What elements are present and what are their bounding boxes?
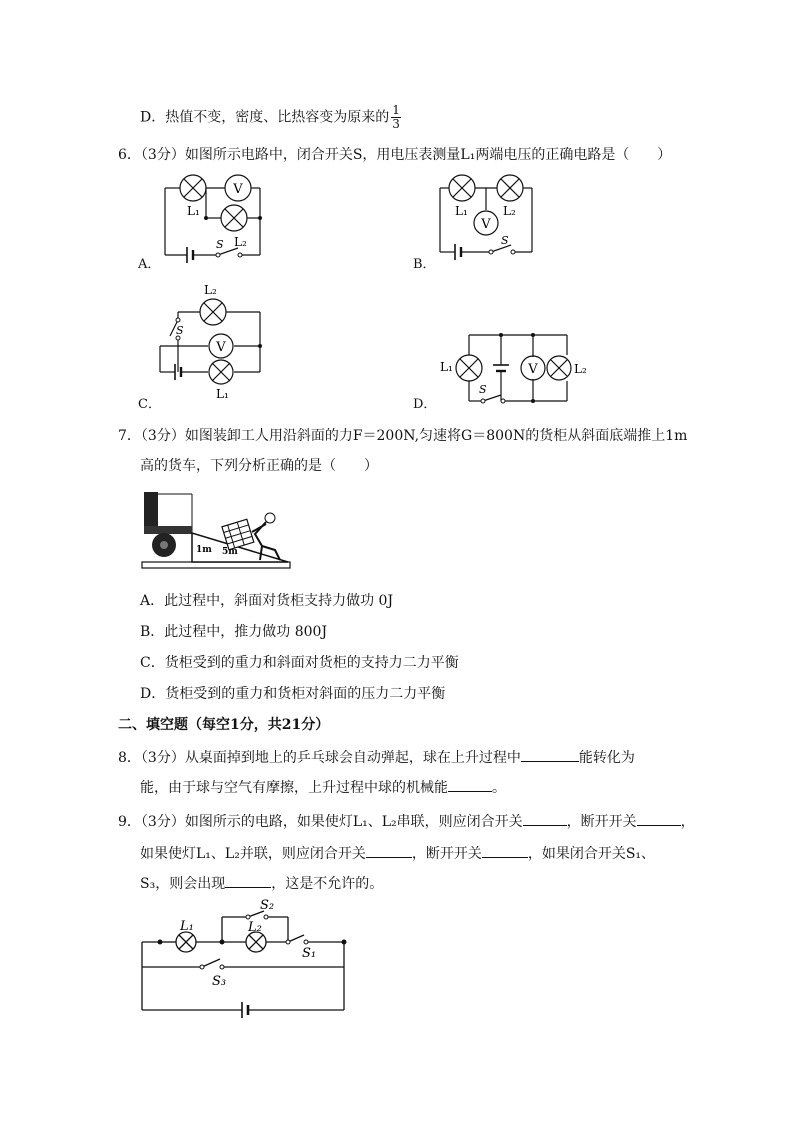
height-1m-label: 1m [196, 545, 212, 555]
switch-s3-label: S₃ [212, 974, 227, 989]
q8-text: 能，由于球与空气有摩擦，上升过程中球的机械能 [140, 780, 448, 796]
lamp-l2-label: L₂ [248, 920, 262, 935]
q9-text: ， [680, 814, 695, 830]
q9-line1 [118, 811, 695, 832]
voltmeter-label: V [528, 362, 538, 377]
q5-option-d [140, 104, 401, 131]
voltmeter-label: V [233, 182, 243, 197]
length-5m-label: 5m [222, 547, 238, 557]
lamp-l1-label: L₁ [187, 204, 200, 218]
answer-blank[interactable] [521, 747, 579, 762]
q8-text: 能转化为 [578, 750, 635, 766]
q8-text: 8．（3分）从桌面掉到地上的乒乓球会自动弹起，球在上升过程中 [118, 750, 521, 766]
voltmeter-label: V [481, 217, 491, 232]
switch-s1-label: S₁ [302, 946, 317, 961]
q7-option-c: C．货柜受到的重力和斜面对货柜的支持力二力平衡 [140, 655, 459, 671]
switch-s-label: S [501, 234, 509, 247]
lamp-l2-label: L₂ [234, 235, 247, 249]
switch-s-label: S [479, 383, 487, 396]
q7-stem-line1: 7．（3分）如图装卸工人用沿斜面的力F＝200N,匀速将G＝800N的货柜从斜面底端推上1m [118, 428, 688, 444]
answer-blank[interactable] [448, 777, 492, 792]
q9-line3 [140, 873, 383, 894]
answer-blank[interactable] [225, 873, 271, 888]
q9-text: ，断开开关 [411, 846, 482, 862]
lamp-l2-label: L₂ [204, 283, 217, 297]
q9-text: 如果使灯L₁、L₂并联，则应闭合开关 [140, 846, 366, 862]
circuit-diagram-c [150, 280, 280, 401]
circuit-diagram-b [425, 170, 585, 270]
q9-text: 9．（3分）如图所示的电路，如果使灯L₁、L₂串联，则应闭合开关 [118, 814, 523, 830]
q7-stem-line2: 高的货车，下列分析正确的是（ ） [140, 458, 378, 474]
answer-blank[interactable] [523, 811, 567, 826]
q6-option-b-label: B． [413, 257, 436, 272]
q7-option-a: A．此过程中，斜面对货柜支持力做功 0J [140, 593, 394, 609]
q7-option-d: D．货柜受到的重力和货柜对斜面的压力二力平衡 [140, 686, 446, 702]
lamp-l1-label: L₁ [216, 387, 229, 401]
switch-s2-label: S₂ [260, 898, 275, 913]
q8-line2 [140, 777, 506, 798]
answer-blank[interactable] [482, 843, 528, 858]
q9-text: ，如果闭合开关S₁、 [527, 846, 656, 862]
q8-text: 。 [492, 780, 506, 796]
q9-text: ，断开开关 [566, 814, 637, 830]
incline-figure [140, 488, 300, 578]
circuit-diagram-d [435, 325, 595, 405]
voltmeter-label: V [216, 340, 226, 355]
q5-option-d-text: D．热值不变，密度、比热容变为原来的 [140, 109, 390, 126]
lamp-l1-label: L₁ [455, 204, 468, 218]
answer-blank[interactable] [637, 811, 681, 826]
fraction-one-third: $\frac{1}{3}$ [392, 103, 400, 131]
q8-line1 [118, 747, 635, 768]
switch-s-label: S [216, 238, 224, 251]
q6-option-c-label: C． [138, 397, 161, 412]
lamp-l1-label: L₁ [180, 919, 194, 934]
q9-line2 [140, 843, 655, 864]
q9-circuit-diagram [130, 895, 360, 1025]
lamp-l2-label: L₂ [503, 204, 516, 218]
lamp-l2-label: L₂ [574, 362, 587, 376]
q6-stem: 6．（3分）如图所示电路中，闭合开关S，用电压表测量L₁两端电压的正确电路是（ ） [118, 147, 672, 163]
q9-text: ，这是不允许的。 [271, 876, 384, 892]
lamp-l1-label: L₁ [440, 360, 453, 374]
section-title: 二、填空题（每空1分，共21分） [118, 717, 330, 733]
answer-blank[interactable] [366, 843, 412, 858]
q9-text: S₃，则会出现 [140, 876, 226, 892]
q6-option-d-label: D． [413, 397, 437, 412]
switch-s-label: S [176, 324, 184, 337]
q6-option-a-label: A． [138, 257, 161, 272]
q7-option-b: B．此过程中，推力做功 800J [140, 624, 328, 640]
